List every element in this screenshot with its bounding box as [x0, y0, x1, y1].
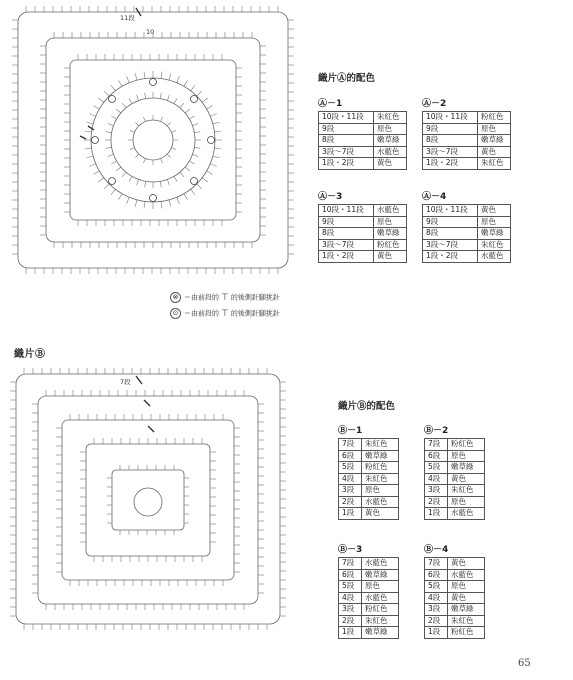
stitch-mark: [135, 73, 137, 80]
table-row: [423, 251, 511, 263]
stitch-mark: [122, 103, 126, 108]
row-range-cell: 9段: [423, 123, 478, 135]
stitch-mark: [93, 171, 99, 175]
chart-a-row-label-11: 11段: [120, 14, 135, 22]
stitch-mark: [167, 122, 171, 126]
legend-text-2a: ＝由前段的: [184, 309, 219, 318]
row-range-cell: 7段: [425, 439, 448, 451]
row-range-cell: 8段: [423, 228, 478, 240]
stitch-mark: [207, 171, 213, 175]
yarn-color-cell: 原色: [362, 485, 399, 497]
chart-a-circle-mid: [111, 98, 195, 182]
yarn-color-cell: 黃色: [448, 592, 485, 604]
stitch-mark: [129, 176, 132, 181]
yarn-color-cell: 水藍色: [478, 251, 511, 263]
yarn-color-cell: 朱紅色: [374, 112, 407, 124]
row-range-cell: 2段: [339, 615, 362, 627]
stitch-mark: [160, 181, 161, 187]
scheme-a-title: 織片Ⓐ的配色: [318, 73, 376, 84]
scheme-b-block-4: [424, 542, 485, 639]
stitch-mark: [144, 201, 145, 208]
table-row: [423, 239, 511, 251]
table-row: [425, 558, 485, 570]
chart-a-outer-frame: [18, 12, 288, 268]
stitch-mark: [111, 161, 116, 164]
stitch-mark: [111, 189, 115, 195]
table-row: [425, 592, 485, 604]
row-range-cell: 3段: [339, 604, 362, 616]
row-range-cell: 1段・2段: [423, 158, 478, 170]
scheme-a-block-4: [422, 189, 511, 263]
stitch-mark: [210, 114, 216, 117]
stitch-mark: [192, 154, 198, 156]
row-range-cell: 3段: [425, 604, 448, 616]
table-row: [319, 135, 407, 147]
yarn-color-cell: 朱紅色: [448, 485, 485, 497]
yarn-color-cell: 黃色: [478, 146, 511, 158]
row-range-cell: 9段: [319, 123, 374, 135]
row-range-cell: 10段・11段: [423, 112, 478, 124]
yarn-color-cell: 水藍色: [362, 558, 399, 570]
stitch-mark: [98, 98, 104, 102]
yarn-color-cell: 黃色: [362, 508, 399, 520]
table-row: [425, 581, 485, 593]
stitch-mark: [189, 161, 194, 164]
chart-a-drawing: [8, 4, 298, 276]
yarn-color-cell: 水藍色: [362, 592, 399, 604]
stitch-mark: [119, 80, 123, 86]
yarn-color-cell: 水藍色: [374, 205, 407, 217]
scheme-b-block-3-label: Ⓑ－3: [338, 545, 363, 555]
table-row: [339, 592, 399, 604]
table-row: [319, 228, 407, 240]
yarn-color-cell: 粉紅色: [362, 604, 399, 616]
yarn-color-cell: 嫩草綠: [374, 228, 407, 240]
row-range-cell: 2段: [425, 496, 448, 508]
scheme-b-title: 織片Ⓑ的配色: [338, 401, 396, 412]
stitch-mark: [210, 164, 216, 167]
stitch-mark: [213, 122, 220, 124]
row-range-cell: 3段〜7段: [319, 239, 374, 251]
scheme-a-block-1-label: Ⓐ－1: [318, 99, 343, 109]
yarn-color-cell: 嫩草綠: [362, 627, 399, 639]
yarn-color-cell: 黃色: [478, 205, 511, 217]
row-range-cell: 6段: [339, 450, 362, 462]
yarn-color-cell: 原色: [478, 216, 511, 228]
table-row: [319, 158, 407, 170]
stitch-mark: [161, 117, 163, 122]
row-range-cell: 4段: [425, 473, 448, 485]
row-range-cell: 6段: [425, 450, 448, 462]
row-range-cell: 3段〜7段: [423, 146, 478, 158]
legend-text-1b: 的後側針腳挑針: [230, 293, 280, 302]
table-row: [339, 439, 399, 451]
table-row: [319, 216, 407, 228]
table-row: [319, 123, 407, 135]
table-row: [423, 135, 511, 147]
row-range-cell: 1段・2段: [319, 158, 374, 170]
table-row: [339, 508, 399, 520]
table-row: [423, 205, 511, 217]
scheme-b-table-3: [338, 557, 399, 639]
stitch-mark: [167, 154, 171, 158]
chart-b-outer-frame: [16, 374, 280, 624]
table-row: [319, 205, 407, 217]
scheme-b-block-1-label: Ⓑ－1: [338, 426, 363, 436]
stitch-mark: [145, 93, 146, 99]
yarn-color-cell: 粉紅色: [448, 439, 485, 451]
chart-b-row-label-7: 7段: [120, 378, 131, 386]
yarn-color-cell: 黃色: [374, 158, 407, 170]
scheme-a-block-4-label: Ⓐ－4: [422, 192, 447, 202]
table-row: [319, 239, 407, 251]
stitch-mark: [130, 148, 135, 150]
stitch-mark: [185, 167, 190, 171]
chart-a-stitches: [12, 6, 294, 274]
row-range-cell: 10段・11段: [423, 205, 478, 217]
stitch-mark: [135, 154, 139, 158]
stitch-mark: [167, 179, 169, 185]
stitch-mark: [116, 167, 121, 171]
table-row: [339, 627, 399, 639]
chart-b-frame-5: [112, 470, 184, 530]
table-row: [425, 450, 485, 462]
table-row: [423, 112, 511, 124]
yarn-color-cell: 嫩草綠: [478, 228, 511, 240]
scheme-b-block-3: [338, 542, 399, 639]
stitch-mark: [127, 76, 130, 82]
scheme-a-block-2: [422, 96, 511, 170]
table-row: [425, 473, 485, 485]
yarn-color-cell: 原色: [478, 123, 511, 135]
table-row: [425, 604, 485, 616]
scheme-b-table-4: [424, 557, 485, 639]
row-range-cell: 2段: [339, 496, 362, 508]
scheme-a-block-3-label: Ⓐ－3: [318, 192, 343, 202]
stitch-mark: [119, 194, 123, 200]
stitch-mark: [167, 95, 169, 101]
row-range-cell: 2段: [425, 615, 448, 627]
stitch-mark: [86, 156, 93, 158]
row-range-cell: 10段・11段: [319, 205, 374, 217]
stitch-mark: [192, 124, 198, 126]
row-range-cell: 5段: [425, 462, 448, 474]
row-range-cell: 5段: [425, 581, 448, 593]
stitch-mark: [180, 172, 184, 177]
table-row: [319, 146, 407, 158]
scheme-b-block-4-label: Ⓑ－4: [424, 545, 449, 555]
row-range-cell: 9段: [319, 216, 374, 228]
table-row: [423, 216, 511, 228]
stitch-mark: [161, 72, 162, 79]
stitch-mark: [145, 181, 146, 187]
table-row: [339, 581, 399, 593]
scheme-a-table-1: [318, 111, 407, 170]
row-range-cell: 7段: [339, 558, 362, 570]
scheme-a-table-4: [422, 204, 511, 263]
stitch-mark: [207, 106, 213, 110]
table-row: [425, 485, 485, 497]
row-range-cell: 4段: [425, 592, 448, 604]
row-range-cell: 4段: [339, 473, 362, 485]
stitch-mark: [127, 197, 130, 203]
table-row: [425, 462, 485, 474]
yarn-color-cell: 嫩草綠: [448, 604, 485, 616]
stitch-mark: [108, 124, 114, 126]
table-row: [423, 228, 511, 240]
yarn-color-cell: 朱紅色: [362, 439, 399, 451]
stitch-mark: [214, 131, 221, 132]
stitch-mark: [130, 130, 135, 132]
row-range-cell: 3段〜7段: [319, 146, 374, 158]
table-row: [339, 615, 399, 627]
stitch-mark: [184, 80, 188, 86]
yarn-color-cell: 黃色: [448, 558, 485, 570]
stitch-mark: [137, 179, 139, 185]
stitch-mark: [86, 122, 93, 124]
stitch-mark: [189, 116, 194, 119]
yarn-color-cell: 嫩草綠: [374, 135, 407, 147]
row-range-cell: 7段: [339, 439, 362, 451]
stitch-mark: [135, 122, 139, 126]
scheme-a-table-3: [318, 204, 407, 263]
table-row: [339, 473, 399, 485]
yarn-color-cell: 嫩草綠: [478, 135, 511, 147]
stitch-mark: [85, 131, 92, 132]
yarn-color-cell: 朱紅色: [478, 158, 511, 170]
stitch-mark: [129, 98, 132, 103]
chart-b-frame-2: [38, 396, 258, 604]
table-row: [319, 112, 407, 124]
stitch-mark: [111, 85, 115, 91]
table-row: [339, 450, 399, 462]
row-range-cell: 3段〜7段: [423, 239, 478, 251]
chart-a-row-label-10: 10: [146, 28, 155, 36]
stitch-mark: [180, 103, 184, 108]
row-range-cell: 1段: [339, 508, 362, 520]
stitch-mark: [177, 197, 180, 203]
stitch-mark: [106, 132, 112, 133]
chart-a-middle-frame: [46, 38, 260, 242]
yarn-color-cell: 水藍色: [448, 508, 485, 520]
stitch-mark: [106, 147, 112, 148]
stitch-mark: [160, 93, 161, 99]
row-range-cell: 6段: [425, 569, 448, 581]
yarn-color-cell: 嫩草綠: [362, 569, 399, 581]
stitch-mark: [89, 114, 95, 117]
table-row: [425, 627, 485, 639]
stitch-mark: [93, 106, 99, 110]
row-range-cell: 1段: [339, 627, 362, 639]
scheme-a-block-2-label: Ⓐ－2: [422, 99, 447, 109]
stitch-mark: [135, 200, 137, 207]
yarn-color-cell: 原色: [448, 581, 485, 593]
stitch-mark: [174, 176, 177, 181]
stitch-mark: [194, 147, 200, 148]
table-row: [339, 569, 399, 581]
yarn-color-cell: 黃色: [448, 473, 485, 485]
row-range-cell: 6段: [339, 569, 362, 581]
yarn-color-cell: 嫩草綠: [448, 462, 485, 474]
yarn-color-cell: 粉紅色: [448, 627, 485, 639]
page-number: 65: [518, 658, 531, 669]
stitch-mark: [184, 194, 188, 200]
table-row: [423, 146, 511, 158]
stitch-mark: [197, 91, 202, 96]
stitch-mark: [191, 189, 195, 195]
legend-item-2: ⊙ ＝由前段的 ⊤ 的後側針腳挑針: [170, 308, 300, 324]
stitch-mark: [122, 172, 126, 177]
stitch-mark: [174, 98, 177, 103]
crochet-chart-a: [8, 4, 298, 276]
yarn-color-cell: 黃色: [374, 251, 407, 263]
chart-b-center-ring: [134, 488, 162, 516]
row-range-cell: 8段: [319, 228, 374, 240]
stitch-mark: [161, 158, 163, 163]
stitch-mark: [202, 98, 208, 102]
yarn-color-cell: 水藍色: [448, 569, 485, 581]
stitch-mark: [111, 116, 116, 119]
stitch-mark: [191, 85, 195, 91]
table-row: [425, 496, 485, 508]
stitch-mark: [116, 109, 121, 113]
chart-b-drawing: [8, 368, 298, 630]
stitch-mark: [214, 148, 221, 149]
row-range-cell: 1段: [425, 627, 448, 639]
stitch-mark: [161, 201, 162, 208]
stitch-mark: [169, 73, 171, 80]
table-row: [425, 508, 485, 520]
chart-b-frame-4: [86, 444, 210, 556]
yarn-color-cell: 嫩草綠: [362, 450, 399, 462]
row-range-cell: 5段: [339, 462, 362, 474]
row-range-cell: 5段: [339, 581, 362, 593]
stitch-mark: [194, 132, 200, 133]
stitch-mark: [202, 178, 208, 182]
table-row: [425, 439, 485, 451]
scheme-b-table-1: [338, 438, 399, 520]
scheme-a-table-2: [422, 111, 511, 170]
yarn-color-cell: 朱紅色: [362, 473, 399, 485]
stitch-mark: [144, 72, 145, 79]
chart-a-circle-inner: [133, 120, 173, 160]
yarn-color-cell: 原色: [448, 496, 485, 508]
table-row: [423, 158, 511, 170]
legend-item-1: ⊗ ＝由前段的 ⊤ 的後側針腳挑針: [170, 292, 300, 308]
chart-b-stitches: [10, 368, 286, 630]
yarn-color-cell: 朱紅色: [362, 615, 399, 627]
row-range-cell: 8段: [319, 135, 374, 147]
row-range-cell: 10段・11段: [319, 112, 374, 124]
stitch-mark: [169, 200, 171, 207]
yarn-color-cell: 朱紅色: [448, 615, 485, 627]
symbol-legend: [170, 292, 300, 324]
yarn-color-cell: 朱紅色: [478, 239, 511, 251]
chart-b-section-title: 織片Ⓑ: [14, 349, 46, 360]
row-range-cell: 4段: [339, 592, 362, 604]
scheme-b-table-2: [424, 438, 485, 520]
row-range-cell: 3段: [425, 485, 448, 497]
stitch-mark: [143, 158, 145, 163]
yarn-color-cell: 原色: [362, 581, 399, 593]
stitch-mark: [108, 154, 114, 156]
scheme-b-block-1: [338, 423, 399, 520]
yarn-color-cell: 原色: [374, 123, 407, 135]
back-loop-dot-icon: ⊙: [170, 308, 181, 319]
scheme-b-block-2-label: Ⓑ－2: [424, 426, 449, 436]
row-range-cell: 3段: [339, 485, 362, 497]
table-row: [339, 462, 399, 474]
stitch-mark: [185, 109, 190, 113]
stitch-mark: [98, 178, 104, 182]
yarn-color-cell: 粉紅色: [374, 239, 407, 251]
stitch-mark: [85, 148, 92, 149]
stitch-mark: [89, 164, 95, 167]
row-range-cell: 8段: [423, 135, 478, 147]
yarn-color-cell: 原色: [374, 216, 407, 228]
yarn-color-cell: 原色: [448, 450, 485, 462]
yarn-color-cell: 粉紅色: [478, 112, 511, 124]
table-row: [339, 604, 399, 616]
stitch-mark: [104, 184, 109, 189]
legend-text-2b: 的後側針腳挑針: [230, 309, 280, 318]
row-range-cell: 1段・2段: [423, 251, 478, 263]
legend-text-1a: ＝由前段的: [184, 293, 219, 302]
crochet-chart-b: [8, 368, 298, 630]
table-row: [425, 569, 485, 581]
table-row: [425, 615, 485, 627]
stitch-mark: [143, 117, 145, 122]
stitch-mark: [197, 184, 202, 189]
table-row: [339, 558, 399, 570]
yarn-color-cell: 粉紅色: [362, 462, 399, 474]
yarn-color-cell: 水藍色: [374, 146, 407, 158]
scheme-a-block-3: [318, 189, 407, 263]
chart-b-start-mark: [136, 376, 142, 384]
row-range-cell: 1段: [425, 508, 448, 520]
table-row: [339, 485, 399, 497]
stitch-mark: [104, 91, 109, 96]
table-row: [423, 123, 511, 135]
table-row: [339, 496, 399, 508]
stitch-mark: [137, 95, 139, 101]
scheme-a-block-1: [318, 96, 407, 170]
row-range-cell: 1段・2段: [319, 251, 374, 263]
stitch-mark: [213, 156, 220, 158]
table-row: [319, 251, 407, 263]
row-range-cell: 7段: [425, 558, 448, 570]
yarn-color-cell: 水藍色: [362, 496, 399, 508]
back-loop-x-icon: ⊗: [170, 292, 181, 303]
scheme-b-block-2: [424, 423, 485, 520]
stitch-mark: [171, 148, 176, 150]
row-range-cell: 9段: [423, 216, 478, 228]
stitch-mark: [171, 130, 176, 132]
stitch-mark: [177, 76, 180, 82]
